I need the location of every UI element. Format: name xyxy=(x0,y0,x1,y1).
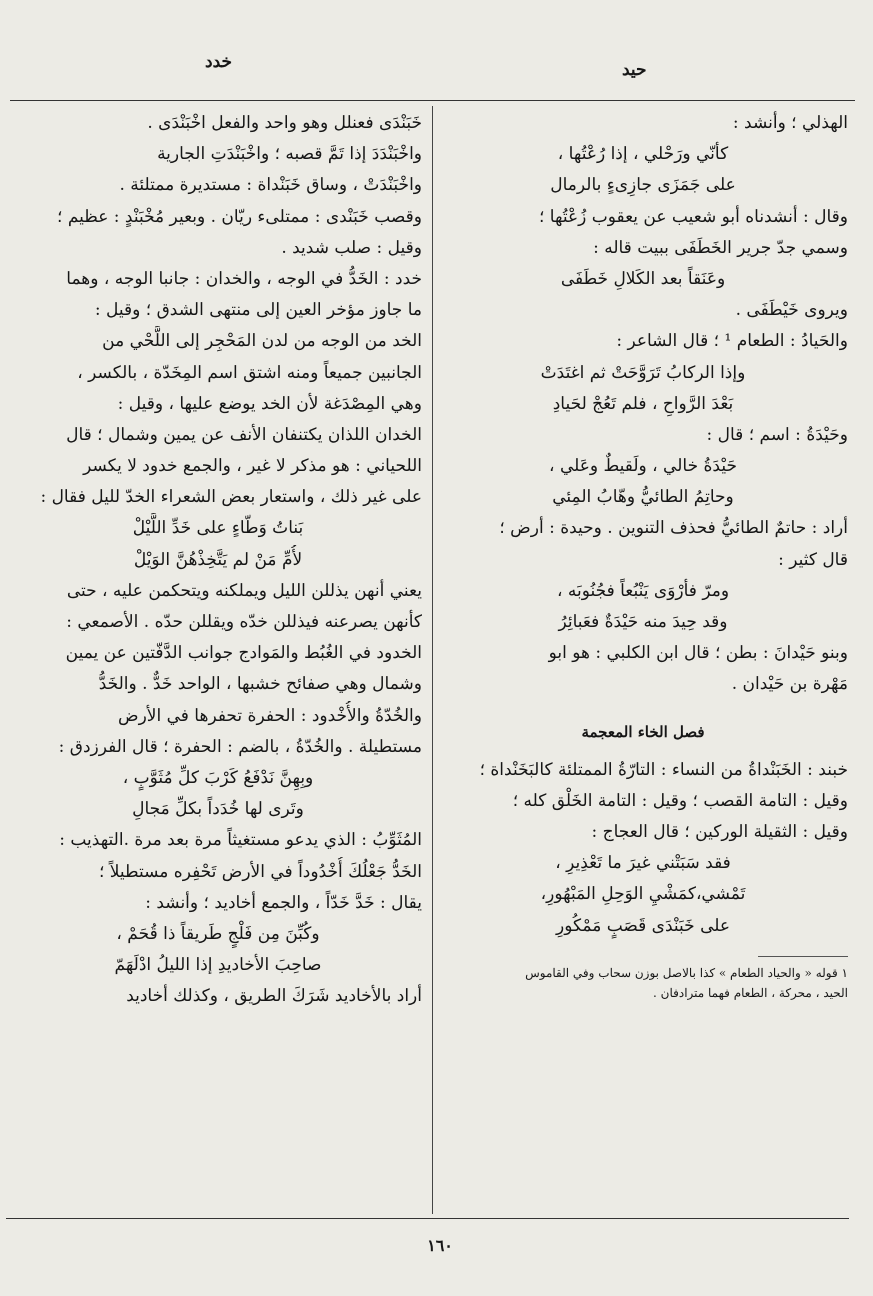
page-number: ١٦٠ xyxy=(427,1236,453,1255)
text-line: الخَدُّ جَعْلُكَ أُخْدُوداً في الأرض تَحْفِره مستطيلاً ؛ xyxy=(98,861,422,882)
header-rule xyxy=(10,100,855,101)
verse-line: فقد سَبَتْني غيرَ ما تَعْذِيرِ ، xyxy=(555,853,731,874)
verse-line: كأنّي ورَحْلي ، إذا رُعْتُها ، xyxy=(557,144,729,165)
text-line: الخد من الوجه من لدن المَحْجِر إلى اللَّحْي من xyxy=(102,331,422,352)
text-line: على غير ذلك ، واستعار بعض الشعراء الخدّ لليل فقال : xyxy=(40,487,422,508)
section-heading: فصل الخاء المعجمة xyxy=(581,722,705,741)
footnote-rule xyxy=(758,956,848,957)
verse-line: وبِهِنَّ نَدْفَعُ كَرْبَ كلِّ مُثَوَّبٍ ، xyxy=(122,767,314,788)
text-line: ما جاوز مؤخر العين إلى منتهى الشدق ؛ وقيل : xyxy=(94,300,422,321)
footer-rule xyxy=(6,1218,849,1219)
running-head-right: حيد xyxy=(622,60,647,80)
text-line: الجانبين جميعاً ومنه اشتق اسم المِخَدّة ، بالكسر ، xyxy=(77,362,422,383)
text-line: يقال : خَدَّ خَدّاً ، والجمع أخاديد ؛ وأنشد : xyxy=(145,892,422,913)
text-line: وحَيْدَةُ : اسم ؛ قال : xyxy=(706,424,848,445)
text-line: وقيل : التامة القصب ؛ وقيل : التامة الخَلْق كله ؛ xyxy=(512,790,848,811)
text-line: ويروى خَيْطَفَى . xyxy=(735,300,848,321)
text-line: وشمال وهي صفائح خشبها ، الواحد خَدٌّ . والخَدُّ xyxy=(98,674,422,695)
verse-line: على جَمَزَى جازِىءٍ بالرمال xyxy=(550,175,736,196)
text-line: واخْبَنْدَتْ ، وساق خَبَنْداة : مستديرة ممتلئة . xyxy=(119,175,422,196)
text-line: مَهْرة بن حَيْدان . xyxy=(731,674,848,695)
text-line: واخْبَنْدَدَ إذا تَمَّ قصبه ؛ واخْبَنْدَتِ الجارية xyxy=(157,144,422,165)
text-line: يعني أنهن يذللن الليل ويملكنه ويتحكمن عليه ، حتى xyxy=(66,580,422,601)
text-line: المُثَوِّبُ : الذي يدعو مستغيثاً مرة بعد مرة .التهذيب : xyxy=(59,830,422,851)
running-head-left: خدد xyxy=(205,52,233,72)
verse-line: حَيْدَةُ خالي ، ولَقيطٌ وعَلي ، xyxy=(549,456,737,477)
verse-line: وقد حِيدَ منه حَيْدَةٌ فعَبائِرُ xyxy=(558,612,728,632)
text-line: وقيل : صلب شديد . xyxy=(281,237,422,258)
text-line: اللحياني : هو مذكر لا غير ، والجمع خدود لا يكسر xyxy=(83,456,422,477)
verse-line: صاحِبَ الأخاديدِ إذا الليلُ ادْلَهَمّ xyxy=(114,955,322,976)
text-line: وقيل : الثقيلة الوركين ؛ قال العجاج : xyxy=(591,821,848,842)
text-line: الخدود في الغُبُط والمَوادج جوانب الدَّفّتين عن يمين xyxy=(65,643,422,664)
text-line: وقصب خَبَنْدى : ممتلىء ريّان . وبعير مُخْبَنْدٍ : عظيم ؛ xyxy=(57,206,422,227)
column-divider xyxy=(432,106,433,1214)
verse-line: لأُمِّ مَنْ لم يَتَّخِذْهُنَّ الوَيْلْ xyxy=(133,549,303,570)
verse-line: وإذا الركابُ تَرَوَّحَتْ ثم اغتَدَتْ xyxy=(540,362,746,383)
verse-line: تَمْشي،كمَشْيِ الوَحِلِ المَبْهُورِ، xyxy=(540,884,746,905)
text-line: والحَيادُ : الطعام ¹ ؛ قال الشاعر : xyxy=(616,331,848,352)
text-line: قال كثير : xyxy=(778,549,848,570)
text-line: الهذلي ؛ وأنشد : xyxy=(732,113,848,133)
verse-line: بَعْدَ الرَّواحِ ، فلم تَعُجْ لحَيادِ xyxy=(552,393,734,414)
text-line: وبنو حَيْدانَ : بطن ؛ قال ابن الكلبي : هو ابو xyxy=(548,643,848,664)
entry-line: خبند : الخَبَنْداةُ من النساء : التارّةُ الممتلئة كالبَخَنْداة ؛ xyxy=(479,759,848,780)
text-line: خَبَنْدَى فعنلل وهو واحد والفعل اخْبَنْدَى . xyxy=(147,113,422,133)
verse-line: وتَرى لها خُدَداً بكلِّ مَجالِ xyxy=(132,799,304,820)
text-line: كأنهن يصرعنه فيذللن خدّه ويقللن حدّه . الأصمعي : xyxy=(66,612,422,632)
text-line: وهي المِصْدَغة لأن الخد يوضع عليها ، وقيل : xyxy=(117,393,422,414)
text-line: وقال : أنشدناه أبو شعيب عن يعقوب زُعْتُها ؛ xyxy=(539,206,848,227)
text-line: أراد بالأخاديد شَرَكَ الطريق ، وكذلك أخاديد xyxy=(126,986,422,1007)
entry-line: خدد : الخَدُّ في الوجه ، والخدان : جانبا الوجه ، وهما xyxy=(66,268,422,289)
right-column xyxy=(438,108,848,1003)
verse-line: بَناتُ وَطّاءٍ على خَدِّ اللَّيْلْ xyxy=(132,518,304,539)
verse-line: على خَبَنْدَى قَصَبٍ مَمْكُورِ xyxy=(555,915,731,936)
text-line: وسمي جدّ جرير الخَطَفَى ببيت قاله : xyxy=(593,237,848,258)
text-line: أراد : حاتمٌ الطائيُّ فحذف التنوين . وحيدة : أرض ؛ xyxy=(499,518,848,539)
verse-line: ومرّ فأرْوَى يَنْبُعاً فجُنُوبَه ، xyxy=(556,580,730,601)
verse-line: وكُبِّنَ مِن فَلْجٍ طَريقاً ذا قُحَمْ ، xyxy=(116,923,320,944)
left-column xyxy=(14,108,422,1012)
footnote-line: الحيد ، محركة ، الطعام فهما مترادفان . xyxy=(653,985,848,1000)
verse-line: وعَنَقاً بعد الكَلالِ خَطَفَى xyxy=(560,268,726,289)
verse-line: وحاتِمُ الطائيُّ وهّابُ المِئي xyxy=(552,487,734,508)
text-line: والخُدّةُ والأُخْدود : الحفرة تحفرها في الأرض xyxy=(118,705,422,726)
footnote-line: ١ قوله « والحياد الطعام » كذا بالاصل بوزن سحاب وفي القاموس xyxy=(525,965,848,980)
text-line: مستطيلة . والخُدّةُ ، بالضم : الحفرة ؛ قال الفرزدق : xyxy=(58,736,422,757)
text-line: الخدان اللذان يكتنفان الأنف عن يمين وشمال ؛ قال xyxy=(66,424,422,445)
